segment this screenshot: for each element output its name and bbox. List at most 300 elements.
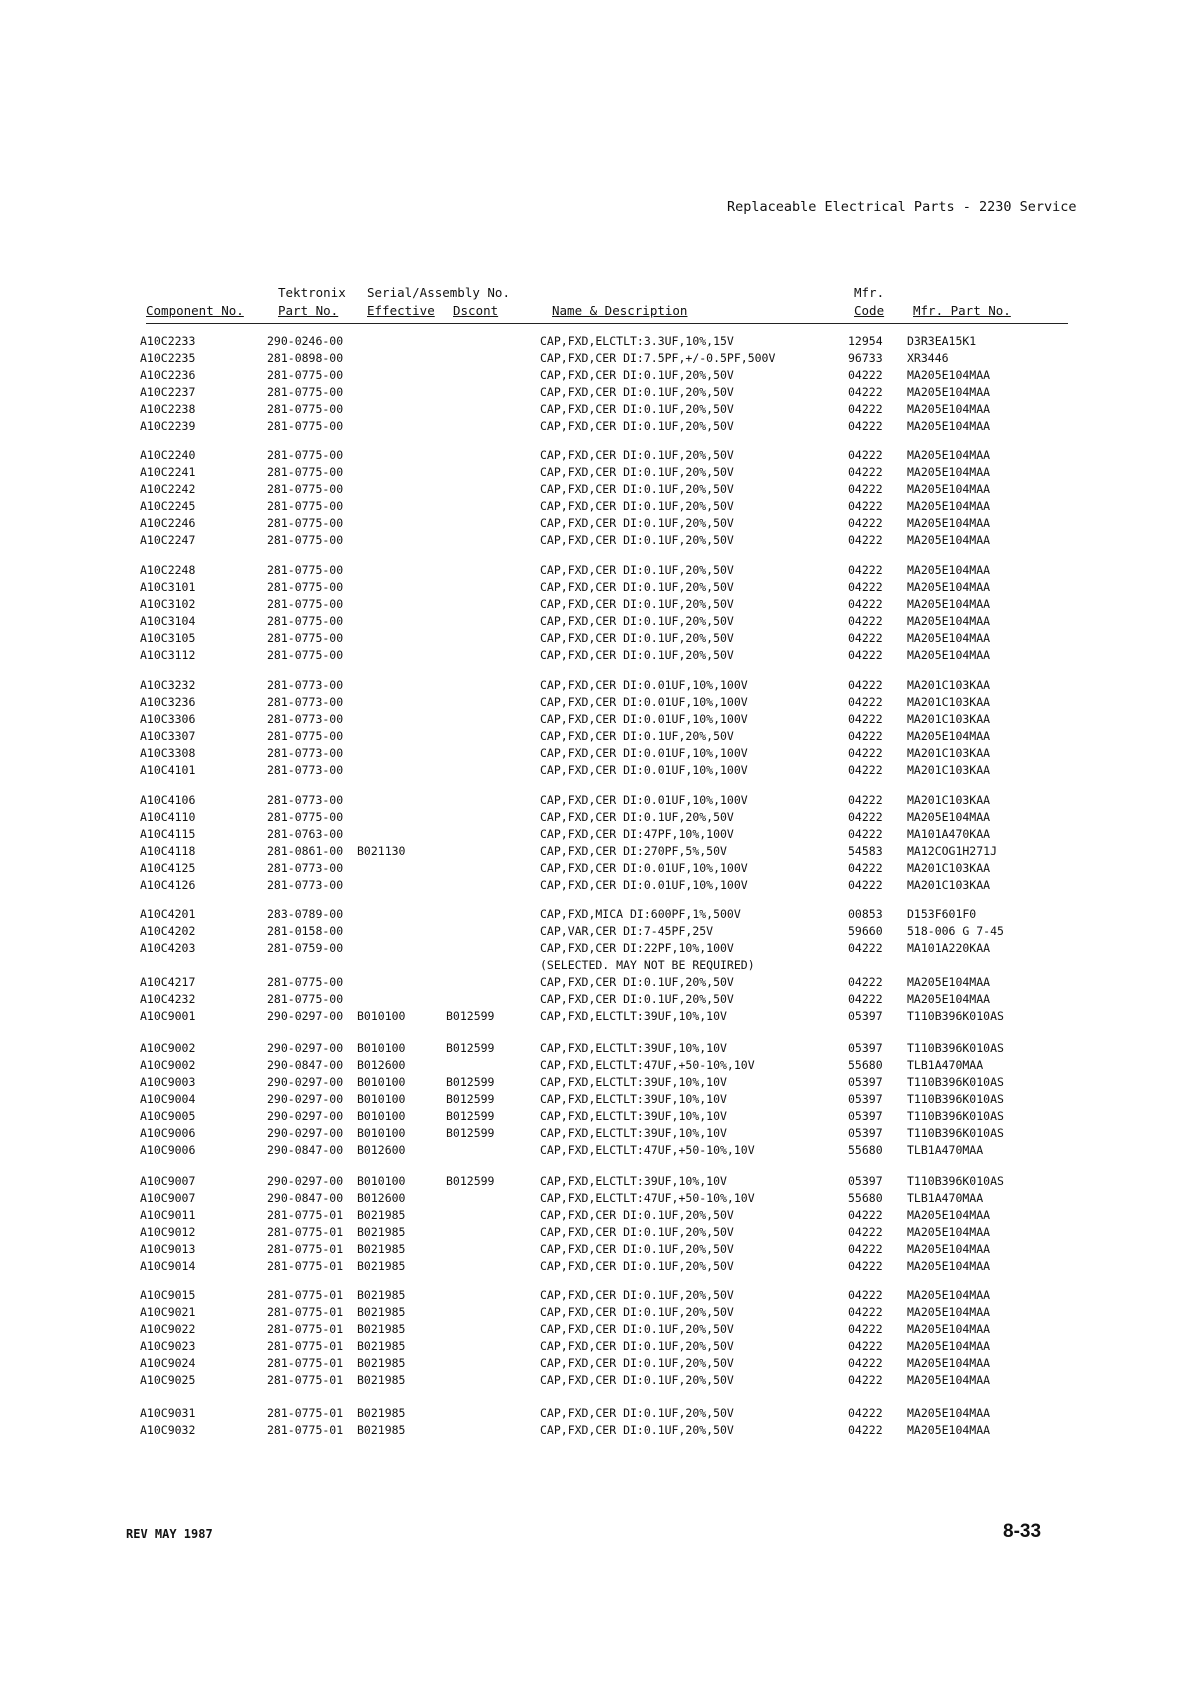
tektronix-part-no: 281-0775-01 (267, 1322, 344, 1336)
col-name-description: Name & Description (552, 303, 688, 318)
mfr-code: 04222 (848, 827, 883, 841)
table-row (0, 1008, 1194, 1025)
tektronix-part-no: 281-0775-00 (267, 482, 344, 496)
name-description: CAP,FXD,CER DI:0.1UF,20%,50V (540, 1259, 734, 1273)
table-row (0, 498, 1194, 515)
tektronix-part-no: 290-0297-00 (267, 1109, 344, 1123)
name-description: CAP,FXD,CER DI:0.1UF,20%,50V (540, 614, 734, 628)
mfr-code: 04222 (848, 499, 883, 513)
table-row (0, 1355, 1194, 1372)
mfr-part-no: MA205E104MAA (907, 631, 991, 645)
mfr-part-no: MA205E104MAA (907, 1373, 991, 1387)
parts-group (0, 1287, 1194, 1389)
mfr-code: 04222 (848, 941, 883, 955)
name-description: CAP,FXD,ELCTLT:39UF,10%,10V (540, 1075, 727, 1089)
component-no: A10C2237 (140, 385, 196, 399)
mfr-part-no: T110B396K010AS (907, 1126, 1004, 1140)
page-header: Replaceable Electrical Parts - 2230 Service (727, 199, 1077, 215)
mfr-code: 04222 (848, 1406, 883, 1420)
mfr-part-no: MA205E104MAA (907, 1406, 991, 1420)
component-no: A10C9025 (140, 1373, 196, 1387)
component-no: A10C9003 (140, 1075, 196, 1089)
mfr-part-no: MA205E104MAA (907, 729, 991, 743)
name-description: CAP,FXD,CER DI:0.1UF,20%,50V (540, 729, 734, 743)
parts-group (0, 792, 1194, 894)
mfr-code: 04222 (848, 1288, 883, 1302)
name-description: CAP,FXD,CER DI:0.1UF,20%,50V (540, 448, 734, 462)
table-row (0, 843, 1194, 860)
mfr-code: 04222 (848, 861, 883, 875)
parts-group (0, 562, 1194, 664)
name-description: CAP,FXD,CER DI:0.01UF,10%,100V (540, 861, 748, 875)
mfr-part-no: MA201C103KAA (907, 695, 991, 709)
tektronix-part-no: 281-0775-00 (267, 992, 344, 1006)
name-description: CAP,FXD,CER DI:22PF,10%,100V (540, 941, 734, 955)
component-no: A10C3104 (140, 614, 196, 628)
table-row (0, 809, 1194, 826)
mfr-code: 04222 (848, 1305, 883, 1319)
name-description: CAP,FXD,ELCTLT:39UF,10%,10V (540, 1009, 727, 1023)
component-no: A10C2233 (140, 334, 196, 348)
mfr-part-no: MA205E104MAA (907, 1305, 991, 1319)
mfr-code: 04222 (848, 1225, 883, 1239)
name-description: CAP,FXD,ELCTLT:39UF,10%,10V (540, 1109, 727, 1123)
name-description: CAP,FXD,CER DI:0.1UF,20%,50V (540, 368, 734, 382)
component-no: A10C9015 (140, 1288, 196, 1302)
serial-discontinued: B012599 (446, 1075, 495, 1089)
mfr-part-no: MA205E104MAA (907, 1423, 991, 1437)
mfr-code: 04222 (848, 678, 883, 692)
tektronix-part-no: 281-0775-00 (267, 516, 344, 530)
mfr-part-no: TLB1A470MAA (907, 1191, 984, 1205)
tektronix-part-no: 281-0898-00 (267, 351, 344, 365)
mfr-code: 04222 (848, 419, 883, 433)
name-description: CAP,FXD,CER DI:0.01UF,10%,100V (540, 763, 748, 777)
table-row (0, 1287, 1194, 1304)
name-description: CAP,FXD,CER DI:0.1UF,20%,50V (540, 385, 734, 399)
table-row (0, 647, 1194, 664)
component-no: A10C3112 (140, 648, 196, 662)
serial-effective: B012600 (357, 1191, 406, 1205)
serial-effective: B021985 (357, 1356, 406, 1370)
mfr-code: 04222 (848, 482, 883, 496)
mfr-part-no: MA201C103KAA (907, 746, 991, 760)
table-row (0, 1173, 1194, 1190)
mfr-part-no: MA205E104MAA (907, 580, 991, 594)
name-description: CAP,FXD,CER DI:0.1UF,20%,50V (540, 499, 734, 513)
mfr-part-no: MA101A220KAA (907, 941, 991, 955)
serial-effective: B010100 (357, 1092, 406, 1106)
mfr-part-no: MA205E104MAA (907, 810, 991, 824)
table-row (0, 1190, 1194, 1207)
tektronix-part-no: 281-0775-00 (267, 499, 344, 513)
table-row (0, 464, 1194, 481)
component-no: A10C4106 (140, 793, 196, 807)
component-no: A10C3102 (140, 597, 196, 611)
serial-discontinued: B012599 (446, 1009, 495, 1023)
mfr-part-no: MA205E104MAA (907, 499, 991, 513)
name-description: CAP,FXD,CER DI:0.1UF,20%,50V (540, 580, 734, 594)
component-no: A10C9007 (140, 1174, 196, 1188)
component-no: A10C9024 (140, 1356, 196, 1370)
name-description: CAP,FXD,CER DI:0.1UF,20%,50V (540, 1305, 734, 1319)
name-description: CAP,FXD,ELCTLT:47UF,+50-10%,10V (540, 1191, 755, 1205)
tektronix-part-no: 290-0297-00 (267, 1126, 344, 1140)
mfr-code: 05397 (848, 1109, 883, 1123)
mfr-code: 04222 (848, 746, 883, 760)
mfr-code: 04222 (848, 563, 883, 577)
mfr-code: 04222 (848, 763, 883, 777)
name-description: CAP,FXD,CER DI:0.01UF,10%,100V (540, 746, 748, 760)
table-row (0, 350, 1194, 367)
col-mfr-label: Mfr. (854, 285, 885, 300)
mfr-code: 00853 (848, 907, 883, 921)
mfr-code: 04222 (848, 1208, 883, 1222)
name-description: CAP,FXD,CER DI:0.1UF,20%,50V (540, 810, 734, 824)
mfr-code: 04222 (848, 580, 883, 594)
mfr-part-no: MA205E104MAA (907, 533, 991, 547)
serial-effective: B021985 (357, 1259, 406, 1273)
tektronix-part-no: 290-0297-00 (267, 1174, 344, 1188)
table-row (0, 728, 1194, 745)
name-description: CAP,FXD,ELCTLT:47UF,+50-10%,10V (540, 1058, 755, 1072)
table-row (0, 923, 1194, 940)
col-part-no: Part No. (278, 303, 339, 318)
parts-group (0, 1040, 1194, 1159)
table-row (0, 860, 1194, 877)
table-row (0, 418, 1194, 435)
tektronix-part-no: 281-0759-00 (267, 941, 344, 955)
mfr-code: 04222 (848, 614, 883, 628)
component-no: A10C9002 (140, 1041, 196, 1055)
mfr-part-no: T110B396K010AS (907, 1041, 1004, 1055)
name-description: CAP,FXD,ELCTLT:39UF,10%,10V (540, 1126, 727, 1140)
serial-effective: B021985 (357, 1208, 406, 1222)
mfr-code: 55680 (848, 1143, 883, 1157)
parts-group (0, 677, 1194, 779)
name-description: CAP,FXD,CER DI:0.1UF,20%,50V (540, 975, 734, 989)
tektronix-part-no: 283-0789-00 (267, 907, 344, 921)
tektronix-part-no: 281-0775-00 (267, 533, 344, 547)
tektronix-part-no: 281-0775-01 (267, 1406, 344, 1420)
name-description: CAP,FXD,CER DI:0.1UF,20%,50V (540, 516, 734, 530)
component-no: A10C3306 (140, 712, 196, 726)
component-no: A10C3236 (140, 695, 196, 709)
serial-effective: B010100 (357, 1041, 406, 1055)
component-no: A10C9006 (140, 1143, 196, 1157)
name-description: CAP,FXD,CER DI:0.1UF,20%,50V (540, 1339, 734, 1353)
tektronix-part-no: 281-0773-00 (267, 878, 344, 892)
serial-effective: B010100 (357, 1009, 406, 1023)
name-description: CAP,FXD,CER DI:0.1UF,20%,50V (540, 465, 734, 479)
serial-effective: B021985 (357, 1225, 406, 1239)
name-description: CAP,FXD,CER DI:0.1UF,20%,50V (540, 482, 734, 496)
name-description: CAP,FXD,CER DI:47PF,10%,100V (540, 827, 734, 841)
table-row (0, 1338, 1194, 1355)
mfr-part-no: T110B396K010AS (907, 1092, 1004, 1106)
tektronix-part-no: 281-0775-00 (267, 975, 344, 989)
name-description: CAP,FXD,CER DI:0.1UF,20%,50V (540, 419, 734, 433)
mfr-code: 04222 (848, 1339, 883, 1353)
mfr-code: 12954 (848, 334, 883, 348)
mfr-code: 04222 (848, 992, 883, 1006)
mfr-part-no: MA201C103KAA (907, 878, 991, 892)
table-row (0, 1258, 1194, 1275)
component-no: A10C9032 (140, 1423, 196, 1437)
mfr-code: 04222 (848, 975, 883, 989)
tektronix-part-no: 281-0773-00 (267, 861, 344, 875)
mfr-part-no: MA201C103KAA (907, 763, 991, 777)
mfr-code: 04222 (848, 712, 883, 726)
table-row (0, 792, 1194, 809)
name-description: CAP,FXD,ELCTLT:47UF,+50-10%,10V (540, 1143, 755, 1157)
serial-effective: B021985 (357, 1423, 406, 1437)
component-no: A10C4201 (140, 907, 196, 921)
tektronix-part-no: 281-0775-00 (267, 563, 344, 577)
tektronix-part-no: 281-0775-00 (267, 402, 344, 416)
col-mfr-code: Code (854, 303, 885, 318)
name-description: CAP,FXD,CER DI:0.1UF,20%,50V (540, 1288, 734, 1302)
serial-discontinued: B012599 (446, 1041, 495, 1055)
tektronix-part-no: 281-0775-01 (267, 1356, 344, 1370)
mfr-code: 04222 (848, 793, 883, 807)
tektronix-part-no: 281-0158-00 (267, 924, 344, 938)
tektronix-part-no: 281-0775-01 (267, 1373, 344, 1387)
mfr-part-no: 518-006 G 7-45 (907, 924, 1004, 938)
name-description: CAP,VAR,CER DI:7-45PF,25V (540, 924, 714, 938)
name-description: CAP,FXD,CER DI:0.1UF,20%,50V (540, 1406, 734, 1420)
table-row (0, 1321, 1194, 1338)
serial-effective: B021985 (357, 1373, 406, 1387)
serial-effective: B012600 (357, 1143, 406, 1157)
table-row (0, 613, 1194, 630)
mfr-part-no: MA205E104MAA (907, 1322, 991, 1336)
component-no: A10C4232 (140, 992, 196, 1006)
mfr-part-no: MA201C103KAA (907, 861, 991, 875)
component-no: A10C9012 (140, 1225, 196, 1239)
table-row (0, 1241, 1194, 1258)
mfr-part-no: MA205E104MAA (907, 992, 991, 1006)
mfr-code: 54583 (848, 844, 883, 858)
table-row (0, 991, 1194, 1008)
mfr-code: 04222 (848, 516, 883, 530)
mfr-code: 05397 (848, 1092, 883, 1106)
table-row (0, 333, 1194, 350)
tektronix-part-no: 281-0763-00 (267, 827, 344, 841)
mfr-part-no: MA205E104MAA (907, 516, 991, 530)
mfr-part-no: MA205E104MAA (907, 448, 991, 462)
serial-effective: B010100 (357, 1126, 406, 1140)
col-effective: Effective (367, 303, 435, 318)
mfr-part-no: MA201C103KAA (907, 712, 991, 726)
mfr-code: 55680 (848, 1191, 883, 1205)
component-no: A10C2248 (140, 563, 196, 577)
serial-effective: B021985 (357, 1339, 406, 1353)
component-no: A10C2236 (140, 368, 196, 382)
component-no: A10C9013 (140, 1242, 196, 1256)
table-row (0, 1108, 1194, 1125)
mfr-code: 55680 (848, 1058, 883, 1072)
name-description: CAP,FXD,CER DI:0.1UF,20%,50V (540, 1242, 734, 1256)
component-no: A10C2241 (140, 465, 196, 479)
name-description: CAP,FXD,ELCTLT:39UF,10%,10V (540, 1174, 727, 1188)
name-description: CAP,FXD,CER DI:0.1UF,20%,50V (540, 1322, 734, 1336)
mfr-part-no: T110B396K010AS (907, 1009, 1004, 1023)
col-tektronix-label: Tektronix (278, 285, 346, 300)
table-row (0, 694, 1194, 711)
component-no: A10C9014 (140, 1259, 196, 1273)
tektronix-part-no: 281-0775-00 (267, 810, 344, 824)
table-row (0, 877, 1194, 894)
serial-discontinued: B012599 (446, 1126, 495, 1140)
mfr-part-no: MA201C103KAA (907, 793, 991, 807)
component-no: A10C4101 (140, 763, 196, 777)
tektronix-part-no: 281-0775-00 (267, 368, 344, 382)
component-no: A10C4202 (140, 924, 196, 938)
mfr-code: 59660 (848, 924, 883, 938)
tektronix-part-no: 281-0775-01 (267, 1208, 344, 1222)
tektronix-part-no: 281-0775-01 (267, 1288, 344, 1302)
table-row (0, 906, 1194, 923)
serial-effective: B021130 (357, 844, 406, 858)
serial-effective: B012600 (357, 1058, 406, 1072)
mfr-part-no: MA201C103KAA (907, 678, 991, 692)
component-no: A10C9011 (140, 1208, 196, 1222)
component-no: A10C2240 (140, 448, 196, 462)
mfr-part-no: MA205E104MAA (907, 614, 991, 628)
name-description: CAP,FXD,CER DI:0.1UF,20%,50V (540, 1356, 734, 1370)
name-description: CAP,FXD,CER DI:0.01UF,10%,100V (540, 678, 748, 692)
name-description: CAP,FXD,CER DI:0.1UF,20%,50V (540, 631, 734, 645)
mfr-code: 05397 (848, 1041, 883, 1055)
component-no: A10C9002 (140, 1058, 196, 1072)
name-description: (SELECTED. MAY NOT BE REQUIRED) (540, 958, 755, 972)
serial-effective: B021985 (357, 1406, 406, 1420)
name-description: CAP,FXD,CER DI:0.01UF,10%,100V (540, 793, 748, 807)
col-component-no: Component No. (146, 303, 244, 318)
mfr-part-no: TLB1A470MAA (907, 1058, 984, 1072)
tektronix-part-no: 281-0775-00 (267, 648, 344, 662)
mfr-code: 04222 (848, 465, 883, 479)
table-row (0, 1091, 1194, 1108)
mfr-part-no: MA205E104MAA (907, 1208, 991, 1222)
component-no: A10C2246 (140, 516, 196, 530)
serial-effective: B010100 (357, 1075, 406, 1089)
mfr-code: 04222 (848, 1423, 883, 1437)
mfr-part-no: MA205E104MAA (907, 368, 991, 382)
tektronix-part-no: 281-0775-00 (267, 580, 344, 594)
component-no: A10C3101 (140, 580, 196, 594)
name-description: CAP,FXD,CER DI:0.1UF,20%,50V (540, 402, 734, 416)
mfr-code: 04222 (848, 1322, 883, 1336)
table-row (0, 957, 1194, 974)
tektronix-part-no: 290-0847-00 (267, 1143, 344, 1157)
component-no: A10C3105 (140, 631, 196, 645)
table-row (0, 1125, 1194, 1142)
revision-date: REV MAY 1987 (126, 1527, 213, 1541)
serial-effective: B010100 (357, 1109, 406, 1123)
name-description: CAP,FXD,ELCTLT:39UF,10%,10V (540, 1092, 727, 1106)
table-row (0, 481, 1194, 498)
mfr-code: 04222 (848, 597, 883, 611)
name-description: CAP,FXD,CER DI:0.01UF,10%,100V (540, 712, 748, 726)
name-description: CAP,FXD,CER DI:0.1UF,20%,50V (540, 1208, 734, 1222)
component-no: A10C3308 (140, 746, 196, 760)
tektronix-part-no: 281-0773-00 (267, 678, 344, 692)
tektronix-part-no: 290-0297-00 (267, 1009, 344, 1023)
name-description: CAP,FXD,CER DI:0.01UF,10%,100V (540, 878, 748, 892)
tektronix-part-no: 281-0773-00 (267, 763, 344, 777)
component-no: A10C2245 (140, 499, 196, 513)
table-row (0, 1372, 1194, 1389)
component-no: A10C3307 (140, 729, 196, 743)
mfr-part-no: MA205E104MAA (907, 1242, 991, 1256)
mfr-code: 05397 (848, 1174, 883, 1188)
mfr-code: 04222 (848, 402, 883, 416)
tektronix-part-no: 281-0773-00 (267, 695, 344, 709)
component-no: A10C4126 (140, 878, 196, 892)
mfr-part-no: TLB1A470MAA (907, 1143, 984, 1157)
mfr-code: 05397 (848, 1009, 883, 1023)
mfr-part-no: D153F601F0 (907, 907, 977, 921)
column-headers (146, 283, 1068, 324)
tektronix-part-no: 281-0775-00 (267, 631, 344, 645)
component-no: A10C9031 (140, 1406, 196, 1420)
parts-group (0, 1405, 1194, 1439)
mfr-code: 04222 (848, 448, 883, 462)
tektronix-part-no: 281-0775-00 (267, 448, 344, 462)
component-no: A10C9022 (140, 1322, 196, 1336)
tektronix-part-no: 290-0297-00 (267, 1092, 344, 1106)
table-row (0, 826, 1194, 843)
mfr-part-no: T110B396K010AS (907, 1109, 1004, 1123)
name-description: CAP,FXD,CER DI:0.1UF,20%,50V (540, 533, 734, 547)
table-row (0, 677, 1194, 694)
tektronix-part-no: 281-0775-01 (267, 1423, 344, 1437)
mfr-part-no: T110B396K010AS (907, 1075, 1004, 1089)
mfr-part-no: T110B396K010AS (907, 1174, 1004, 1188)
name-description: CAP,FXD,CER DI:0.1UF,20%,50V (540, 1423, 734, 1437)
tektronix-part-no: 281-0775-01 (267, 1259, 344, 1273)
tektronix-part-no: 290-0246-00 (267, 334, 344, 348)
col-serial-assembly: Serial/Assembly No. (367, 285, 510, 300)
table-row (0, 745, 1194, 762)
name-description: CAP,FXD,CER DI:0.1UF,20%,50V (540, 597, 734, 611)
table-row (0, 1057, 1194, 1074)
mfr-part-no: MA205E104MAA (907, 419, 991, 433)
mfr-code: 04222 (848, 1242, 883, 1256)
tektronix-part-no: 290-0847-00 (267, 1058, 344, 1072)
table-row (0, 1422, 1194, 1439)
table-row (0, 367, 1194, 384)
mfr-part-no: MA205E104MAA (907, 465, 991, 479)
parts-group (0, 1173, 1194, 1275)
tektronix-part-no: 281-0775-00 (267, 614, 344, 628)
mfr-part-no: MA101A470KAA (907, 827, 991, 841)
tektronix-part-no: 281-0775-01 (267, 1305, 344, 1319)
table-row (0, 579, 1194, 596)
tektronix-part-no: 281-0775-01 (267, 1242, 344, 1256)
component-no: A10C9007 (140, 1191, 196, 1205)
mfr-code: 04222 (848, 385, 883, 399)
mfr-part-no: MA205E104MAA (907, 1288, 991, 1302)
mfr-code: 04222 (848, 810, 883, 824)
mfr-part-no: D3R3EA15K1 (907, 334, 977, 348)
name-description: CAP,FXD,ELCTLT:39UF,10%,10V (540, 1041, 727, 1055)
table-row (0, 532, 1194, 549)
component-no: A10C4203 (140, 941, 196, 955)
mfr-part-no: MA205E104MAA (907, 648, 991, 662)
